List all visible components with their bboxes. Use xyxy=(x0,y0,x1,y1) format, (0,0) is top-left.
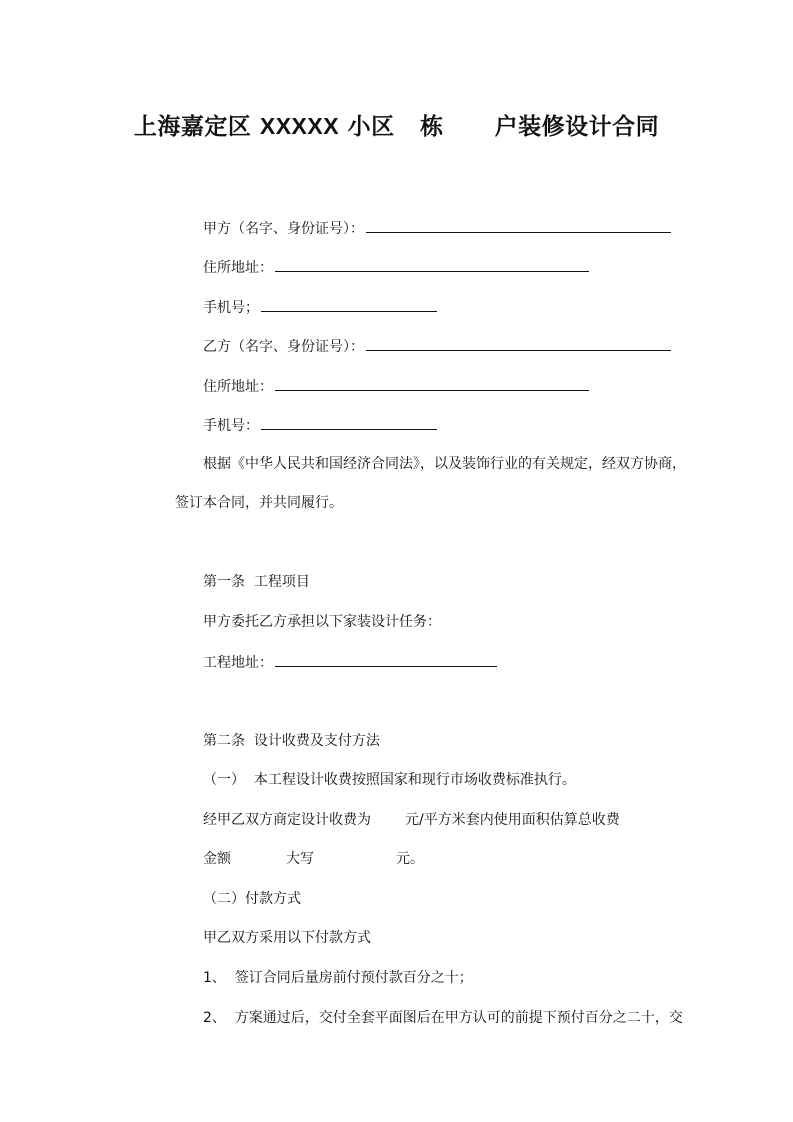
party-b-address-blank[interactable] xyxy=(275,375,589,391)
party-a-name-line xyxy=(203,217,671,239)
party-a-address-line xyxy=(203,256,589,278)
party-b-name-label: 乙方（名字、身份证号）： xyxy=(203,339,364,355)
party-a-name-label: 甲方（名字、身份证号）： xyxy=(203,221,364,237)
fee-part1: 经甲乙双方商定设计收费为 xyxy=(203,812,371,828)
party-a-address-label: 住所地址： xyxy=(203,260,273,276)
payment-intro: 甲乙双方采用以下付款方式 xyxy=(203,930,371,946)
yuan-label: 元。 xyxy=(396,851,424,867)
title-community-code: XXXXX xyxy=(259,113,340,139)
party-a-address-blank[interactable] xyxy=(275,256,589,272)
preamble-line2: 签订本合同，并共同履行。 xyxy=(175,495,343,511)
preamble-line1: 根据《中华人民共和国经济合同法》，以及装饰行业的有关规定，经双方协商， xyxy=(203,456,686,472)
project-address-blank[interactable] xyxy=(275,651,497,667)
party-b-name-line xyxy=(203,335,671,357)
title-part2: 小区 栋 户装修设计合同 xyxy=(339,113,660,140)
party-b-name-blank[interactable] xyxy=(366,335,671,351)
party-b-address-line xyxy=(203,375,589,397)
project-address-label: 工程地址： xyxy=(203,655,273,671)
fee-part2: 元/平方米套内使用面积估算总收费 xyxy=(405,812,620,828)
party-a-phone-label: 手机号； xyxy=(203,300,259,316)
party-a-phone-blank[interactable] xyxy=(261,296,437,312)
capital-label: 大写 xyxy=(286,851,314,867)
party-b-address-label: 住所地址： xyxy=(203,379,273,395)
article1-heading: 第一条 工程项目 xyxy=(203,574,310,590)
party-a-phone-line xyxy=(203,296,437,318)
title-part1: 上海嘉定区 xyxy=(133,113,260,140)
article1-text: 甲方委托乙方承担以下家装设计任务： xyxy=(203,614,441,630)
article2-item1: （一） 本工程设计收费按照国家和现行市场收费标准执行。 xyxy=(203,772,576,788)
payment-step-1: 1、 签订合同后量房前付预付款百分之十； xyxy=(203,970,473,986)
party-b-phone-line xyxy=(203,414,437,436)
article2-item2: （二）付款方式 xyxy=(203,891,301,907)
amount-label: 金额 xyxy=(203,851,231,867)
contract-title xyxy=(0,108,793,141)
fee-line xyxy=(203,810,620,830)
payment-step-2: 2、 方案通过后，交付全套平面图后在甲方认可的前提下预付百分之二十，交 xyxy=(203,1010,683,1026)
amount-line xyxy=(203,849,424,869)
party-a-name-blank[interactable] xyxy=(366,217,671,233)
article2-heading: 第二条 设计收费及支付方法 xyxy=(203,733,380,749)
party-b-phone-blank[interactable] xyxy=(261,414,437,430)
project-address-line xyxy=(203,651,497,673)
party-b-phone-label: 手机号： xyxy=(203,418,259,434)
